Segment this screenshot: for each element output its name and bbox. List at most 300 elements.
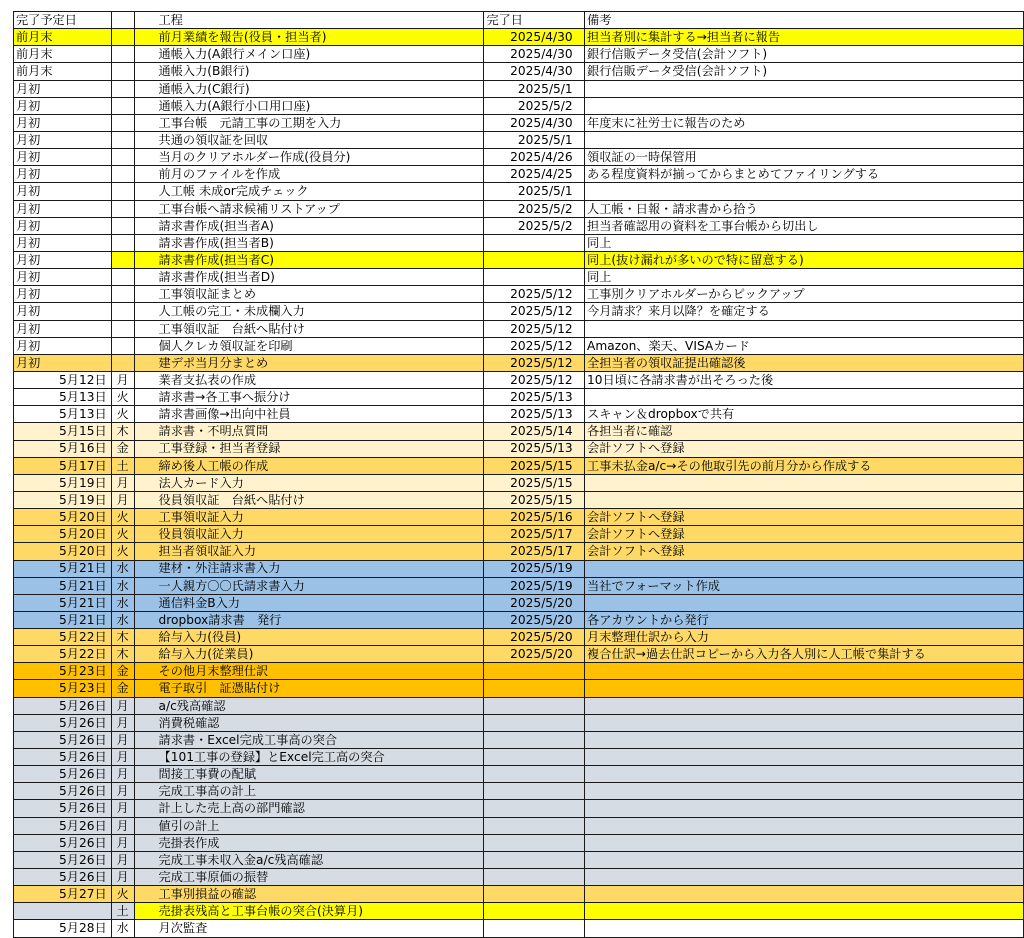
done-date-cell[interactable]: 2025/5/2 xyxy=(484,217,573,234)
task-cell[interactable] xyxy=(134,646,452,663)
spacer-cell[interactable] xyxy=(452,783,484,800)
spacer-cell[interactable] xyxy=(452,577,484,594)
task-cell[interactable] xyxy=(134,680,452,697)
spacer-cell[interactable] xyxy=(573,594,585,611)
task-cell[interactable] xyxy=(134,234,452,251)
task-cell[interactable] xyxy=(134,269,452,286)
note-cell[interactable] xyxy=(585,817,1024,834)
spacer-cell[interactable] xyxy=(573,543,585,560)
weekday-cell[interactable] xyxy=(111,131,134,148)
spacer-cell[interactable] xyxy=(452,491,484,508)
done-date-cell[interactable]: 2025/5/19 xyxy=(484,560,573,577)
spacer-cell[interactable] xyxy=(452,166,484,183)
due-date-cell[interactable]: 5月26日 xyxy=(14,731,112,748)
due-date-cell[interactable]: 5月19日 xyxy=(14,474,112,491)
weekday-cell[interactable] xyxy=(111,166,134,183)
task-cell[interactable] xyxy=(134,217,452,234)
task-cell[interactable] xyxy=(134,560,452,577)
spacer-cell[interactable] xyxy=(452,63,484,80)
task-cell[interactable] xyxy=(134,354,452,371)
note-cell[interactable] xyxy=(585,131,1024,148)
done-date-cell[interactable]: 2025/5/1 xyxy=(484,183,573,200)
note-cell[interactable] xyxy=(585,714,1024,731)
due-date-cell[interactable] xyxy=(14,903,112,920)
weekday-cell[interactable] xyxy=(111,251,134,268)
spacer-cell[interactable] xyxy=(452,697,484,714)
weekday-cell[interactable]: 月 xyxy=(111,834,134,851)
due-date-cell[interactable]: 5月26日 xyxy=(14,817,112,834)
spacer-cell[interactable] xyxy=(573,560,585,577)
done-date-cell[interactable]: 2025/5/20 xyxy=(484,594,573,611)
done-date-cell[interactable] xyxy=(484,834,573,851)
done-date-cell[interactable]: 2025/5/15 xyxy=(484,457,573,474)
note-cell[interactable] xyxy=(585,869,1024,886)
task-cell[interactable] xyxy=(134,46,452,63)
spacer-cell[interactable] xyxy=(452,337,484,354)
note-cell[interactable]: 領収証の一時保管用 xyxy=(585,149,1024,166)
done-date-cell[interactable] xyxy=(484,783,573,800)
spacer-cell[interactable] xyxy=(573,389,585,406)
weekday-cell[interactable] xyxy=(111,200,134,217)
weekday-cell[interactable] xyxy=(111,183,134,200)
spacer-cell[interactable] xyxy=(452,269,484,286)
weekday-cell[interactable]: 月 xyxy=(111,697,134,714)
spacer-cell[interactable] xyxy=(573,97,585,114)
task-cell[interactable] xyxy=(134,697,452,714)
note-cell[interactable] xyxy=(585,680,1024,697)
due-date-cell[interactable]: 5月21日 xyxy=(14,560,112,577)
done-date-cell[interactable] xyxy=(484,920,573,937)
task-cell[interactable] xyxy=(134,714,452,731)
done-date-cell[interactable]: 2025/5/12 xyxy=(484,303,573,320)
task-cell[interactable] xyxy=(134,629,452,646)
spacer-cell[interactable] xyxy=(573,251,585,268)
note-cell[interactable] xyxy=(585,783,1024,800)
weekday-cell[interactable]: 水 xyxy=(111,920,134,937)
task-cell[interactable] xyxy=(134,543,452,560)
note-cell[interactable]: 10日頃に各請求書が出そろった後 xyxy=(585,371,1024,388)
note-cell[interactable] xyxy=(585,920,1024,937)
note-cell[interactable] xyxy=(585,766,1024,783)
spacer-cell[interactable] xyxy=(452,611,484,628)
weekday-cell[interactable]: 火 xyxy=(111,406,134,423)
spacer-cell[interactable] xyxy=(573,286,585,303)
due-date-cell[interactable]: 5月20日 xyxy=(14,526,112,543)
weekday-cell[interactable]: 火 xyxy=(111,886,134,903)
done-date-cell[interactable] xyxy=(484,697,573,714)
spacer-cell[interactable] xyxy=(452,629,484,646)
note-cell[interactable]: 会計ソフトへ登録 xyxy=(585,543,1024,560)
done-date-cell[interactable]: 2025/5/19 xyxy=(484,577,573,594)
done-date-cell[interactable]: 2025/5/12 xyxy=(484,371,573,388)
spacer-cell[interactable] xyxy=(452,46,484,63)
weekday-cell[interactable] xyxy=(111,269,134,286)
due-date-cell[interactable]: 前月末 xyxy=(14,29,112,46)
task-cell[interactable] xyxy=(134,337,452,354)
due-date-cell[interactable]: 5月26日 xyxy=(14,766,112,783)
due-date-cell[interactable]: 月初 xyxy=(14,303,112,320)
weekday-cell[interactable]: 月 xyxy=(111,766,134,783)
spacer-cell[interactable] xyxy=(452,251,484,268)
due-date-cell[interactable]: 前月末 xyxy=(14,63,112,80)
spacer-cell[interactable] xyxy=(452,183,484,200)
note-cell[interactable]: 複合仕訳→過去仕訳コピーから入力各人別に人工帳で集計する xyxy=(585,646,1024,663)
weekday-cell[interactable]: 月 xyxy=(111,749,134,766)
task-cell[interactable] xyxy=(134,594,452,611)
task-cell[interactable] xyxy=(134,886,452,903)
spacer-cell[interactable] xyxy=(573,269,585,286)
due-date-cell[interactable]: 5月22日 xyxy=(14,646,112,663)
spacer-cell[interactable] xyxy=(573,611,585,628)
spacer-cell[interactable] xyxy=(573,46,585,63)
due-date-cell[interactable]: 5月13日 xyxy=(14,389,112,406)
spacer-cell[interactable] xyxy=(452,406,484,423)
spacer-cell[interactable] xyxy=(452,834,484,851)
task-cell[interactable] xyxy=(134,577,452,594)
weekday-cell[interactable]: 火 xyxy=(111,389,134,406)
due-date-cell[interactable]: 前月末 xyxy=(14,46,112,63)
task-cell[interactable] xyxy=(134,800,452,817)
task-cell[interactable] xyxy=(134,183,452,200)
done-date-cell[interactable]: 2025/5/17 xyxy=(484,526,573,543)
spacer-cell[interactable] xyxy=(573,149,585,166)
spacer-cell[interactable] xyxy=(452,663,484,680)
due-date-cell[interactable]: 5月26日 xyxy=(14,834,112,851)
done-date-cell[interactable]: 2025/5/12 xyxy=(484,337,573,354)
spacer-cell[interactable] xyxy=(452,731,484,748)
spacer-cell[interactable] xyxy=(452,29,484,46)
weekday-cell[interactable] xyxy=(111,217,134,234)
due-date-cell[interactable]: 月初 xyxy=(14,286,112,303)
spacer-cell[interactable] xyxy=(573,217,585,234)
done-date-cell[interactable]: 2025/5/20 xyxy=(484,629,573,646)
due-date-cell[interactable]: 月初 xyxy=(14,131,112,148)
weekday-cell[interactable] xyxy=(111,354,134,371)
spacer-cell[interactable] xyxy=(573,577,585,594)
weekday-cell[interactable] xyxy=(111,29,134,46)
weekday-cell[interactable]: 木 xyxy=(111,646,134,663)
due-date-cell[interactable]: 5月17日 xyxy=(14,457,112,474)
done-date-cell[interactable]: 2025/5/15 xyxy=(484,474,573,491)
task-cell[interactable] xyxy=(134,731,452,748)
spacer-cell[interactable] xyxy=(573,851,585,868)
weekday-cell[interactable] xyxy=(111,46,134,63)
done-date-cell[interactable] xyxy=(484,731,573,748)
task-cell[interactable] xyxy=(134,611,452,628)
spacer-cell[interactable] xyxy=(452,97,484,114)
task-cell[interactable] xyxy=(134,131,452,148)
spacer-cell[interactable] xyxy=(573,371,585,388)
task-cell[interactable] xyxy=(134,817,452,834)
weekday-cell[interactable]: 金 xyxy=(111,440,134,457)
note-cell[interactable]: 銀行信販データ受信(会計ソフト) xyxy=(585,63,1024,80)
due-date-cell[interactable]: 月初 xyxy=(14,200,112,217)
spacer-cell[interactable] xyxy=(573,834,585,851)
spacer-cell[interactable] xyxy=(573,920,585,937)
note-cell[interactable] xyxy=(585,851,1024,868)
spacer-cell[interactable] xyxy=(573,714,585,731)
note-cell[interactable] xyxy=(585,389,1024,406)
done-date-cell[interactable]: 2025/5/2 xyxy=(484,200,573,217)
spacer-cell[interactable] xyxy=(573,766,585,783)
done-date-cell[interactable] xyxy=(484,663,573,680)
due-date-cell[interactable]: 5月27日 xyxy=(14,886,112,903)
spacer-cell[interactable] xyxy=(573,663,585,680)
due-date-cell[interactable]: 5月26日 xyxy=(14,800,112,817)
weekday-cell[interactable]: 水 xyxy=(111,560,134,577)
spacer-cell[interactable] xyxy=(452,903,484,920)
spacer-cell[interactable] xyxy=(452,149,484,166)
spacer-cell[interactable] xyxy=(452,851,484,868)
weekday-cell[interactable]: 月 xyxy=(111,783,134,800)
spacer-cell[interactable] xyxy=(573,646,585,663)
note-cell[interactable] xyxy=(585,886,1024,903)
task-cell[interactable] xyxy=(134,406,452,423)
header-due-date[interactable]: 完了予定日 xyxy=(14,12,112,29)
weekday-cell[interactable] xyxy=(111,286,134,303)
spacer-cell[interactable] xyxy=(573,29,585,46)
note-cell[interactable] xyxy=(585,800,1024,817)
due-date-cell[interactable]: 5月26日 xyxy=(14,851,112,868)
due-date-cell[interactable]: 5月12日 xyxy=(14,371,112,388)
done-date-cell[interactable] xyxy=(484,766,573,783)
due-date-cell[interactable]: 5月21日 xyxy=(14,577,112,594)
due-date-cell[interactable]: 5月15日 xyxy=(14,423,112,440)
weekday-cell[interactable] xyxy=(111,234,134,251)
due-date-cell[interactable]: 5月21日 xyxy=(14,594,112,611)
done-date-cell[interactable] xyxy=(484,234,573,251)
due-date-cell[interactable]: 5月26日 xyxy=(14,697,112,714)
done-date-cell[interactable]: 2025/5/20 xyxy=(484,611,573,628)
due-date-cell[interactable]: 5月20日 xyxy=(14,509,112,526)
spacer-cell[interactable] xyxy=(452,200,484,217)
note-cell[interactable]: 会計ソフトへ登録 xyxy=(585,440,1024,457)
spacer-cell[interactable] xyxy=(452,114,484,131)
task-cell[interactable] xyxy=(134,200,452,217)
task-cell[interactable] xyxy=(134,371,452,388)
spacer-cell[interactable] xyxy=(452,646,484,663)
weekday-cell[interactable] xyxy=(111,97,134,114)
spacer-cell[interactable] xyxy=(452,800,484,817)
spacer-cell[interactable] xyxy=(573,440,585,457)
due-date-cell[interactable]: 月初 xyxy=(14,166,112,183)
done-date-cell[interactable]: 2025/4/26 xyxy=(484,149,573,166)
note-cell[interactable]: 同上 xyxy=(585,269,1024,286)
spacer-cell[interactable] xyxy=(452,594,484,611)
spacer-cell[interactable] xyxy=(573,491,585,508)
note-cell[interactable]: Amazon、楽天、VISAカード xyxy=(585,337,1024,354)
done-date-cell[interactable] xyxy=(484,251,573,268)
spacer-cell[interactable] xyxy=(452,354,484,371)
header-done-date[interactable]: 完了日 xyxy=(484,12,573,29)
spacer-cell[interactable] xyxy=(573,783,585,800)
due-date-cell[interactable]: 月初 xyxy=(14,354,112,371)
weekday-cell[interactable]: 月 xyxy=(111,474,134,491)
done-date-cell[interactable] xyxy=(484,749,573,766)
note-cell[interactable] xyxy=(585,903,1024,920)
header-spacer-2[interactable] xyxy=(573,12,585,29)
done-date-cell[interactable]: 2025/5/12 xyxy=(484,320,573,337)
weekday-cell[interactable] xyxy=(111,114,134,131)
note-cell[interactable]: 月末整理仕訳から入力 xyxy=(585,629,1024,646)
task-cell[interactable] xyxy=(134,29,452,46)
note-cell[interactable]: 同上 xyxy=(585,234,1024,251)
due-date-cell[interactable]: 5月19日 xyxy=(14,491,112,508)
task-cell[interactable] xyxy=(134,869,452,886)
spacer-cell[interactable] xyxy=(452,80,484,97)
spacer-cell[interactable] xyxy=(573,474,585,491)
done-date-cell[interactable]: 2025/5/13 xyxy=(484,440,573,457)
spacer-cell[interactable] xyxy=(452,560,484,577)
spacer-cell[interactable] xyxy=(452,680,484,697)
task-cell[interactable] xyxy=(134,97,452,114)
task-cell[interactable] xyxy=(134,783,452,800)
note-cell[interactable]: 会計ソフトへ登録 xyxy=(585,526,1024,543)
due-date-cell[interactable]: 月初 xyxy=(14,269,112,286)
due-date-cell[interactable]: 5月23日 xyxy=(14,663,112,680)
note-cell[interactable]: 今月請求？来月以降？を確定する xyxy=(585,303,1024,320)
done-date-cell[interactable]: 2025/5/15 xyxy=(484,491,573,508)
spacer-cell[interactable] xyxy=(452,234,484,251)
spacer-cell[interactable] xyxy=(452,389,484,406)
task-cell[interactable] xyxy=(134,526,452,543)
spacer-cell[interactable] xyxy=(573,80,585,97)
task-cell[interactable] xyxy=(134,474,452,491)
done-date-cell[interactable]: 2025/5/12 xyxy=(484,286,573,303)
task-cell[interactable] xyxy=(134,851,452,868)
note-cell[interactable] xyxy=(585,560,1024,577)
task-cell[interactable] xyxy=(134,440,452,457)
weekday-cell[interactable]: 月 xyxy=(111,800,134,817)
spacer-cell[interactable] xyxy=(452,474,484,491)
note-cell[interactable]: 銀行信販データ受信(会計ソフト) xyxy=(585,46,1024,63)
done-date-cell[interactable]: 2025/5/20 xyxy=(484,646,573,663)
note-cell[interactable] xyxy=(585,80,1024,97)
weekday-cell[interactable]: 火 xyxy=(111,509,134,526)
due-date-cell[interactable]: 月初 xyxy=(14,251,112,268)
done-date-cell[interactable]: 2025/4/25 xyxy=(484,166,573,183)
spacer-cell[interactable] xyxy=(573,131,585,148)
due-date-cell[interactable]: 5月20日 xyxy=(14,543,112,560)
due-date-cell[interactable]: 月初 xyxy=(14,217,112,234)
due-date-cell[interactable]: 5月26日 xyxy=(14,749,112,766)
note-cell[interactable] xyxy=(585,834,1024,851)
note-cell[interactable]: 人工帳・日報・請求書から拾う xyxy=(585,200,1024,217)
task-cell[interactable] xyxy=(134,663,452,680)
due-date-cell[interactable]: 月初 xyxy=(14,234,112,251)
note-cell[interactable] xyxy=(585,697,1024,714)
due-date-cell[interactable]: 月初 xyxy=(14,183,112,200)
note-cell[interactable] xyxy=(585,320,1024,337)
note-cell[interactable]: 担当者確認用の資料を工事台帳から切出し xyxy=(585,217,1024,234)
note-cell[interactable] xyxy=(585,474,1024,491)
task-cell[interactable] xyxy=(134,149,452,166)
weekday-cell[interactable]: 月 xyxy=(111,731,134,748)
due-date-cell[interactable]: 5月28日 xyxy=(14,920,112,937)
due-date-cell[interactable]: 月初 xyxy=(14,320,112,337)
spacer-cell[interactable] xyxy=(452,371,484,388)
done-date-cell[interactable]: 2025/4/30 xyxy=(484,46,573,63)
spacer-cell[interactable] xyxy=(452,457,484,474)
done-date-cell[interactable]: 2025/5/13 xyxy=(484,406,573,423)
done-date-cell[interactable] xyxy=(484,817,573,834)
task-cell[interactable] xyxy=(134,389,452,406)
header-weekday[interactable] xyxy=(111,12,134,29)
done-date-cell[interactable] xyxy=(484,903,573,920)
spacer-cell[interactable] xyxy=(573,406,585,423)
done-date-cell[interactable]: 2025/5/17 xyxy=(484,543,573,560)
weekday-cell[interactable] xyxy=(111,149,134,166)
done-date-cell[interactable]: 2025/5/14 xyxy=(484,423,573,440)
spacer-cell[interactable] xyxy=(573,114,585,131)
note-cell[interactable] xyxy=(585,663,1024,680)
task-cell[interactable] xyxy=(134,63,452,80)
note-cell[interactable]: 担当者別に集計する→担当者に報告 xyxy=(585,29,1024,46)
due-date-cell[interactable]: 5月26日 xyxy=(14,783,112,800)
spacer-cell[interactable] xyxy=(452,714,484,731)
task-cell[interactable] xyxy=(134,251,452,268)
header-spacer[interactable] xyxy=(452,12,484,29)
note-cell[interactable] xyxy=(585,491,1024,508)
done-date-cell[interactable] xyxy=(484,869,573,886)
spacer-cell[interactable] xyxy=(573,200,585,217)
spacer-cell[interactable] xyxy=(452,131,484,148)
spacer-cell[interactable] xyxy=(452,303,484,320)
spacer-cell[interactable] xyxy=(573,680,585,697)
task-cell[interactable] xyxy=(134,320,452,337)
due-date-cell[interactable]: 5月23日 xyxy=(14,680,112,697)
weekday-cell[interactable]: 月 xyxy=(111,869,134,886)
due-date-cell[interactable]: 月初 xyxy=(14,337,112,354)
spacer-cell[interactable] xyxy=(573,903,585,920)
spacer-cell[interactable] xyxy=(573,886,585,903)
note-cell[interactable]: スキャン＆dropboxで共有 xyxy=(585,406,1024,423)
done-date-cell[interactable]: 2025/5/1 xyxy=(484,80,573,97)
note-cell[interactable] xyxy=(585,731,1024,748)
spacer-cell[interactable] xyxy=(573,629,585,646)
spacer-cell[interactable] xyxy=(452,817,484,834)
spacer-cell[interactable] xyxy=(573,337,585,354)
spacer-cell[interactable] xyxy=(573,354,585,371)
weekday-cell[interactable] xyxy=(111,320,134,337)
done-date-cell[interactable]: 2025/5/2 xyxy=(484,97,573,114)
weekday-cell[interactable]: 火 xyxy=(111,543,134,560)
done-date-cell[interactable]: 2025/5/16 xyxy=(484,509,573,526)
due-date-cell[interactable]: 5月26日 xyxy=(14,869,112,886)
due-date-cell[interactable]: 5月13日 xyxy=(14,406,112,423)
done-date-cell[interactable]: 2025/4/30 xyxy=(484,114,573,131)
spacer-cell[interactable] xyxy=(452,749,484,766)
note-cell[interactable]: ある程度資料が揃ってからまとめてファイリングする xyxy=(585,166,1024,183)
note-cell[interactable]: 各担当者に確認 xyxy=(585,423,1024,440)
task-cell[interactable] xyxy=(134,114,452,131)
due-date-cell[interactable]: 5月26日 xyxy=(14,714,112,731)
spacer-cell[interactable] xyxy=(452,509,484,526)
spacer-cell[interactable] xyxy=(452,526,484,543)
spacer-cell[interactable] xyxy=(573,63,585,80)
note-cell[interactable] xyxy=(585,183,1024,200)
done-date-cell[interactable]: 2025/5/1 xyxy=(484,131,573,148)
note-cell[interactable]: 各アカウントから発行 xyxy=(585,611,1024,628)
weekday-cell[interactable]: 土 xyxy=(111,457,134,474)
spacer-cell[interactable] xyxy=(452,543,484,560)
task-cell[interactable] xyxy=(134,766,452,783)
due-date-cell[interactable]: 月初 xyxy=(14,149,112,166)
spacer-cell[interactable] xyxy=(573,749,585,766)
spacer-cell[interactable] xyxy=(452,217,484,234)
weekday-cell[interactable]: 金 xyxy=(111,663,134,680)
weekday-cell[interactable]: 木 xyxy=(111,423,134,440)
